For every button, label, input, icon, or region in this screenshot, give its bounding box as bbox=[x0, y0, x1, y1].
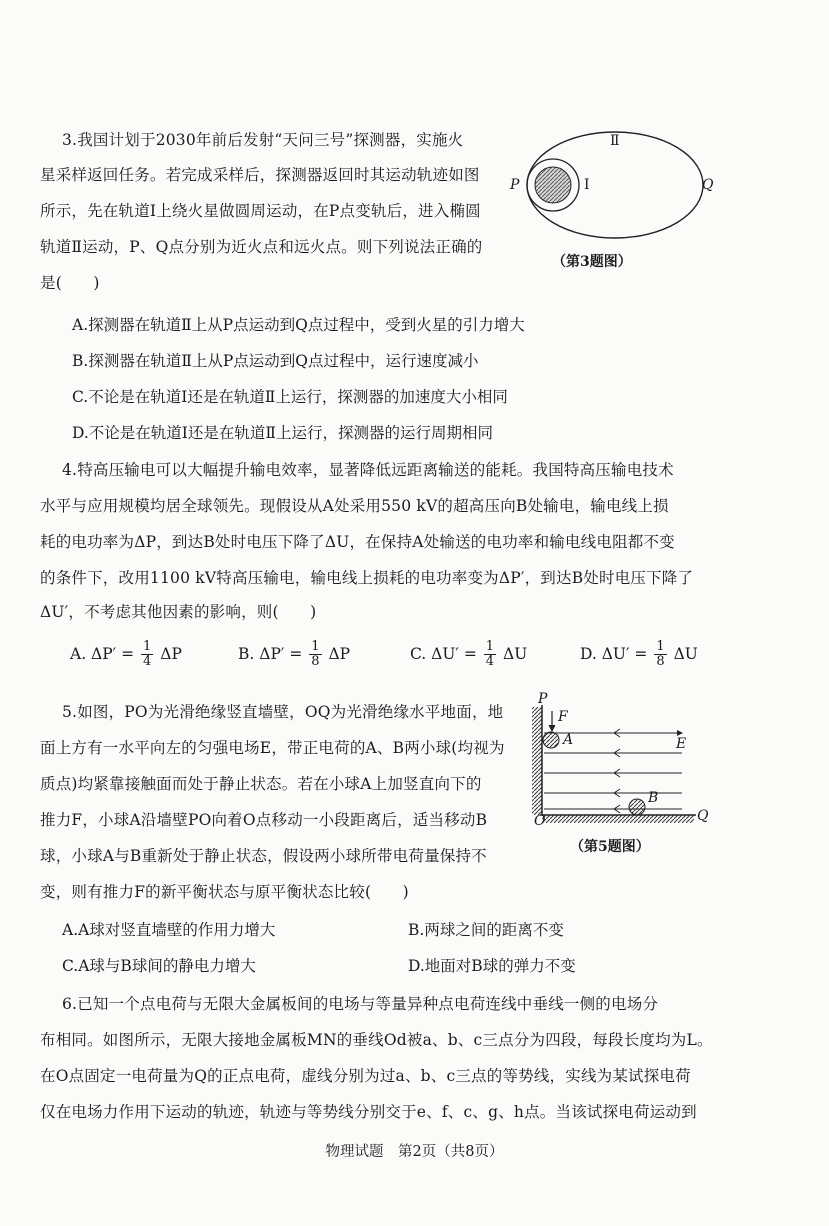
q4-line-3: 耗的电功率为ΔP，到达B处时电压下降了ΔU，在保持A处输送的电功率和输电线电阻都不变 bbox=[40, 533, 675, 551]
fraction-numerator: 1 bbox=[311, 639, 320, 654]
force-arrowhead bbox=[549, 725, 555, 731]
label-o: O bbox=[534, 813, 546, 829]
q5-line-1: 5.如图，PO为光滑绝缘竖直墙壁，OQ为光滑绝缘水平地面，地 bbox=[62, 703, 504, 721]
page-footer: 物理试题 第2页（共8页） bbox=[325, 1144, 504, 1160]
fraction-denominator: 8 bbox=[656, 654, 665, 670]
q4-option-b-suffix: ΔP bbox=[328, 644, 351, 663]
q4-option-b-prefix: B. ΔP′ = bbox=[238, 644, 303, 663]
q4-option-d-suffix: ΔU bbox=[673, 644, 698, 663]
wall-hatch bbox=[532, 707, 542, 815]
q4-option-c bbox=[410, 640, 527, 670]
fraction-numerator: 1 bbox=[485, 639, 495, 654]
ball-a bbox=[543, 732, 559, 748]
q4-option-d bbox=[580, 640, 698, 670]
q3-option-c: C.不论是在轨道Ⅰ还是在轨道Ⅱ上运行，探测器的加速度大小相同 bbox=[72, 388, 508, 406]
label-q: Q bbox=[702, 177, 714, 193]
ball-b bbox=[629, 799, 645, 815]
q3-option-d: D.不论是在轨道Ⅰ还是在轨道Ⅱ上运行，探测器的运行周期相同 bbox=[72, 424, 493, 442]
q5-line-4: 推力F，小球A沿墙壁PO向着O点移动一小段距离后，适当移动B bbox=[40, 811, 488, 829]
q5-line-3: 质点)均紧靠接触面而处于静止状态。若在小球A上加竖直向下的 bbox=[40, 775, 482, 793]
q5-option-d: D.地面对B球的弹力不变 bbox=[408, 957, 576, 975]
q4-option-d-prefix: D. ΔU′ = bbox=[580, 644, 648, 663]
label-b: B bbox=[648, 790, 659, 806]
q6-line-1: 6.已知一个点电荷与无限大金属板间的电场与等量异种点电荷连线中垂线一侧的电场分 bbox=[62, 995, 659, 1013]
q3-line-1: 3.我国计划于2030年前后发射“天问三号”探测器，实施火 bbox=[62, 131, 464, 149]
figure-5-caption: （第5题图） bbox=[570, 839, 650, 855]
q4-option-c-suffix: ΔU bbox=[503, 644, 528, 663]
label-f: F bbox=[558, 709, 568, 725]
q3-line-5: 是( ) bbox=[40, 274, 100, 292]
q6-line-2: 布相同。如图所示，无限大接地金属板MN的垂线Od被a、b、c三点分为四段，每段长度均为L。 bbox=[40, 1031, 713, 1049]
fraction-denominator: 4 bbox=[485, 654, 495, 670]
label-p: P bbox=[510, 177, 520, 193]
q3-line-3: 所示，先在轨道Ⅰ上绕火星做圆周运动，在P点变轨后，进入椭圆 bbox=[40, 202, 481, 220]
q4-line-5: ΔU′，不考虑其他因素的影响，则( ) bbox=[40, 603, 317, 621]
orbit-figure bbox=[510, 125, 715, 275]
fraction-denominator: 4 bbox=[143, 654, 152, 670]
q3-line-2: 星采样返回任务。若完成采样后，探测器返回时其运动轨迹如图 bbox=[40, 166, 480, 184]
label-orbit-i: Ⅰ bbox=[584, 177, 590, 193]
q3-line-4: 轨道Ⅱ运动，P、Q点分别为近火点和远火点。则下列说法正确的 bbox=[40, 238, 483, 256]
label-a: A bbox=[563, 732, 574, 748]
q6-line-4: 仅在电场力作用下运动的轨迹，轨迹与等势线分别交于e、f、c、g、h点。当该试探电荷运动到 bbox=[40, 1103, 697, 1121]
q5-line-5: 球，小球A与B重新处于静止状态，假设两小球所带电荷量保持不 bbox=[40, 847, 487, 865]
label-p: P bbox=[538, 691, 548, 707]
q5-option-b: B.两球之间的距离不变 bbox=[408, 921, 564, 939]
q5-option-a: A.A球对竖直墙壁的作用力增大 bbox=[62, 921, 276, 939]
q4-option-d-fraction bbox=[654, 640, 666, 670]
q4-option-a-fraction bbox=[141, 640, 153, 670]
label-e: E bbox=[676, 736, 687, 752]
charges-diagram bbox=[530, 695, 710, 855]
q4-line-2: 水平与应用规模均居全球领先。现假设从A处采用550 kV的超高压向B处输电，输电线上损 bbox=[40, 497, 669, 515]
mars-planet bbox=[535, 167, 571, 203]
q5-option-c: C.A球与B球间的静电力增大 bbox=[62, 957, 256, 975]
q4-option-a bbox=[70, 640, 182, 670]
q4-option-a-suffix: ΔP bbox=[160, 644, 182, 663]
label-orbit-ii: Ⅱ bbox=[610, 133, 620, 149]
fraction-numerator: 1 bbox=[656, 639, 665, 654]
q4-option-c-fraction bbox=[484, 640, 496, 670]
q4-line-1: 4.特高压输电可以大幅提升输电效率，显著降低远距离输送的能耗。我国特高压输电技术 bbox=[62, 461, 674, 479]
q4-option-c-prefix: C. ΔU′ = bbox=[410, 644, 477, 663]
figure-3-caption: （第3题图） bbox=[552, 254, 632, 270]
q6-line-3: 在O点固定一电荷量为Q的正点电荷，虚线分别为过a、b、c三点的等势线，实线为某试探电荷 bbox=[40, 1067, 691, 1085]
q3-option-b: B.探测器在轨道Ⅱ上从P点运动到Q点过程中，运行速度减小 bbox=[72, 352, 479, 370]
fraction-numerator: 1 bbox=[143, 639, 152, 654]
q4-line-4: 的条件下，改用1100 kV特高压输电，输电线上损耗的电功率变为ΔP′，到达B处时电压下降了 bbox=[40, 569, 694, 587]
q4-option-b bbox=[238, 640, 350, 670]
q4-option-a-prefix: A. ΔP′ = bbox=[70, 644, 135, 663]
q3-option-a: A.探测器在轨道Ⅱ上从P点运动到Q点过程中，受到火星的引力增大 bbox=[72, 316, 525, 334]
ground-hatch bbox=[542, 815, 694, 823]
fraction-denominator: 8 bbox=[311, 654, 320, 670]
label-q: Q bbox=[697, 808, 709, 824]
q5-line-6: 变，则有推力F的新平衡状态与原平衡状态比较( ) bbox=[40, 883, 409, 901]
q5-line-2: 面上方有一水平向左的匀强电场E，带正电荷的A、B两小球(均视为 bbox=[40, 739, 505, 757]
charges-figure bbox=[530, 691, 710, 855]
q4-option-b-fraction bbox=[309, 640, 321, 670]
